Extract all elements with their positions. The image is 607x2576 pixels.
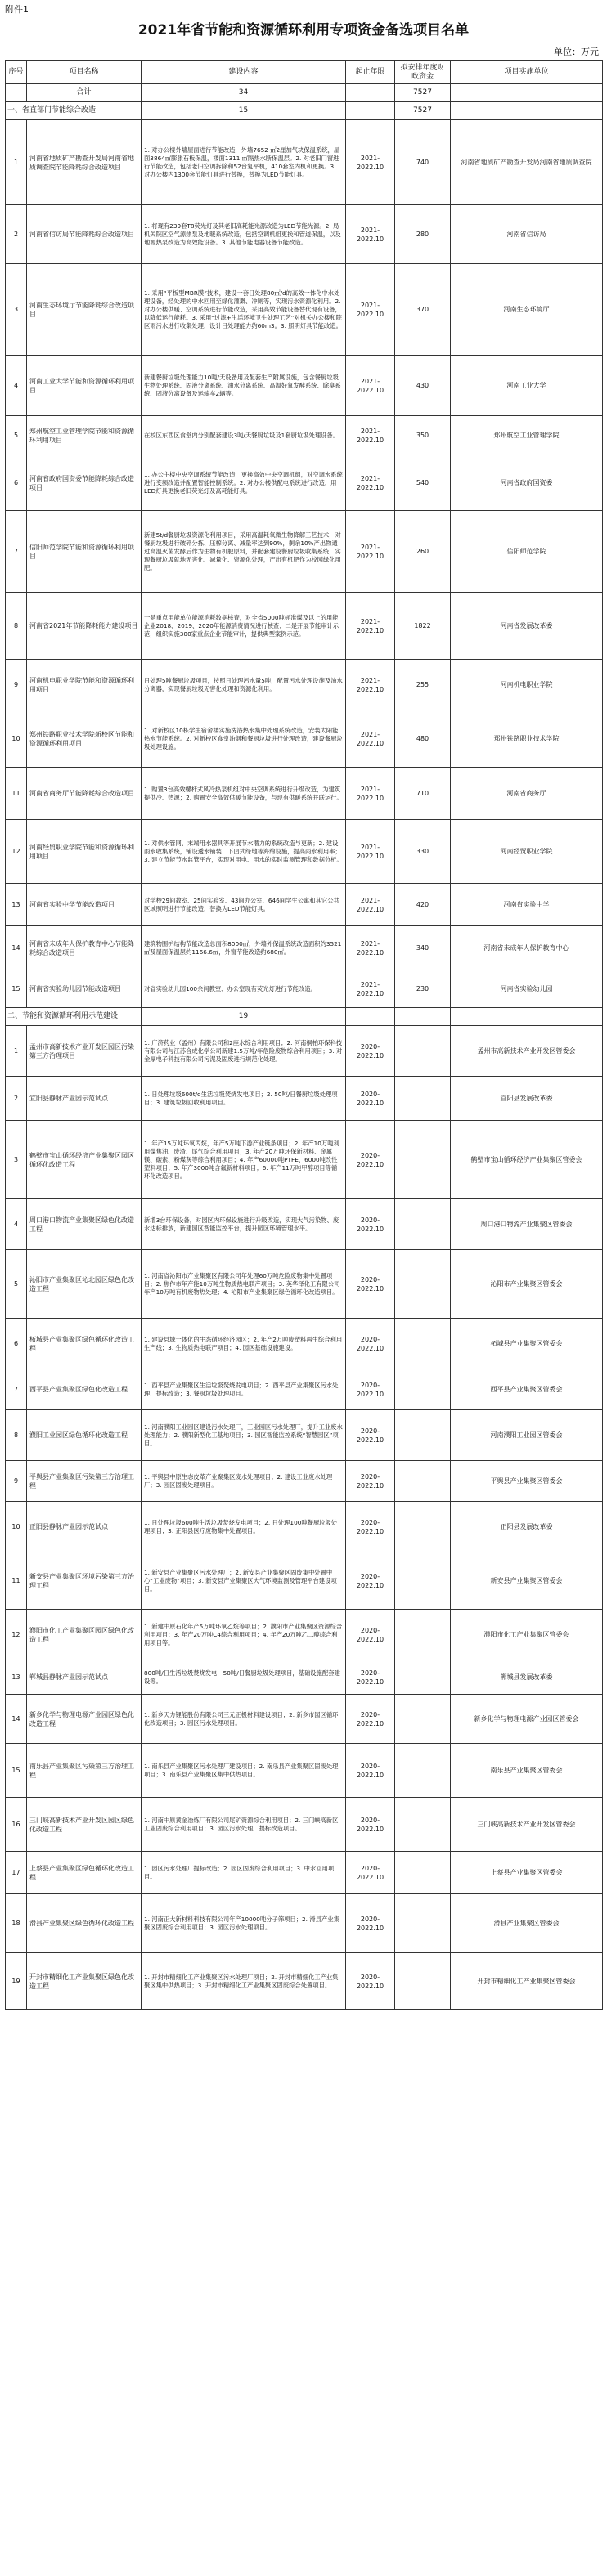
row-funds: [395, 1121, 451, 1199]
row-content: 1. 河南正大新材料科技有限公司年产10000吨分子筛项目；2. 滑县产业集聚区固废综合利用项目；3. 园区污水处理项目。: [142, 1894, 346, 1953]
row-content: 1. 对供水管网、末端用水器具等开展节水潜力的系统改造与更新；2. 建设雨水收集系统，铺设透水铺装、下凹式绿地等海绵设施，提高雨水利用率；3. 建立节能节水监管平台，实现对用电、用水的实时监测管理和数据分析。: [142, 820, 346, 884]
row-period: 2021-2022.10: [346, 768, 395, 820]
row-content: 1. 新乡天力锂能股份有限公司三元正极材料建设项目；2. 新乡市园区循环化改造项目；3. 园区污水处理项目。: [142, 1695, 346, 1744]
row-unit: 河南生态环境厅: [451, 264, 603, 356]
row-unit: 信阳师范学院: [451, 511, 603, 593]
row-content: 1. 河南省沁阳市产业集聚区有限公司年处理60万吨危险废物集中处置项目；2. 焦作市年产能10万吨生物质热电联产项目；3. 英华泽化工有限公司年产10万吨有机废物热处理；4. 沁阳市产业集聚区绿色循环化改造项目。: [142, 1250, 346, 1319]
row-funds: [395, 1250, 451, 1319]
row-funds: [395, 1660, 451, 1695]
table-row: [6, 1610, 603, 1660]
row-period: 2021-2022.10: [346, 416, 395, 455]
row-seq: 11: [6, 1552, 27, 1610]
row-seq: 3: [6, 264, 27, 356]
row-seq: 8: [6, 593, 27, 660]
section-funds: [395, 1008, 451, 1026]
row-content: 在校区东西区食堂内分别配套建设3吨/天餐厨垃圾及1套厨垃圾处理设备。: [142, 416, 346, 455]
row-content: 日处理5吨餐厨垃圾项目，按照日处理污水量5吨，配置污水处理设施及油水分离器，实现餐厨垃圾无害化处理和资源化利用。: [142, 660, 346, 710]
row-funds: 255: [395, 660, 451, 710]
row-project-name: 南乐县产业集聚区污染第三方治理工程: [27, 1744, 142, 1798]
row-unit: 河南省发展改革委: [451, 593, 603, 660]
row-content: 1. 购置3台高效螺杆式风冷热泵机组对中央空调系统进行升级改造，为建筑提供冷、热源；2. 购置安全高效供暖节能设备，与现有供暖系统并联运行。: [142, 768, 346, 820]
row-unit: 河南省地质矿产勘查开发局河南省地质调查院: [451, 120, 603, 205]
row-content: 1. 采用“平板型MBR膜”技术，建设一套日处理80㎡/d的高效一体化中水处理设备，经处理的中水回用至绿化灌溉、冲厕等，实现污水资源化利用。2. 对办公楼供暖、空调系统进行节能改造，采用高效节能设备替代现有设备，以降低运行能耗。3. 采用“过滤+生活环境卫生处理工艺”对机关办公楼和院区雨污水进行收集处理，设计日处理能力约60m3。3. 照明灯具节能改造。: [142, 264, 346, 356]
row-unit: 濮阳市化工产业集聚区管委会: [451, 1610, 603, 1660]
row-period: 2021-2022.10: [346, 970, 395, 1008]
header-period: 起止年限: [346, 61, 395, 84]
row-seq: 8: [6, 1410, 27, 1461]
row-seq: 9: [6, 1461, 27, 1502]
row-unit: 河南省政府国资委: [451, 455, 603, 511]
row-seq: 2: [6, 205, 27, 264]
row-unit: 郑州铁路职业技术学院: [451, 710, 603, 768]
table-row: [6, 926, 603, 970]
row-funds: 710: [395, 768, 451, 820]
table-row: [6, 1077, 603, 1121]
row-period: 2021-2022.10: [346, 120, 395, 205]
row-unit: 南乐县产业集聚区管委会: [451, 1744, 603, 1798]
row-funds: [395, 1798, 451, 1852]
row-period: 2020-2022.10: [346, 1026, 395, 1077]
header-funds: 拟安排年度财政资金: [395, 61, 451, 84]
table-row: [6, 120, 603, 205]
row-seq: 16: [6, 1798, 27, 1852]
row-content: 1. 河南濮阳工业园区建设污水处理厂，工业园区污水处理厂，提升工业废水处理能力；2. 濮阳新型化工基地项目；3. 园区智能监控系统“智慧园区”项目。: [142, 1410, 346, 1461]
row-seq: 10: [6, 710, 27, 768]
table-row: [6, 820, 603, 884]
row-unit: 开封市精细化工产业集聚区管委会: [451, 1953, 603, 2010]
table-row: [6, 710, 603, 768]
row-seq: 13: [6, 1660, 27, 1695]
unit-label: 单位：万元: [554, 47, 599, 57]
row-seq: 12: [6, 1610, 27, 1660]
row-period: 2020-2022.10: [346, 1502, 395, 1552]
row-seq: 1: [6, 120, 27, 205]
row-unit: 宜阳县发展改革委: [451, 1077, 603, 1121]
row-funds: [395, 1461, 451, 1502]
row-funds: [395, 1026, 451, 1077]
total-unit-cell: [451, 84, 603, 102]
row-unit: 周口港口物流产业集聚区管委会: [451, 1199, 603, 1250]
header-seq: 序号: [6, 61, 27, 84]
row-project-name: 河南机电职业学院节能和资源循环利用项目: [27, 660, 142, 710]
row-funds: [395, 1852, 451, 1894]
row-unit: 郸城县发展改革委: [451, 1660, 603, 1695]
section-unit-cell: [451, 102, 603, 120]
row-funds: [395, 1953, 451, 2010]
row-content: 新增3台环保设备，对园区内环保设施进行升级改造，实现大气污染物、废水达标排放，新建园区智能监控平台，提升园区环境管理水平。: [142, 1199, 346, 1250]
table-row: [6, 1852, 603, 1894]
row-content: 建筑物围护结构节能改造总面积8000㎡，外墙外保温系统改造面积约3521㎡及屋面保温层约1166.6㎡，外窗节能改造约680㎡。: [142, 926, 346, 970]
row-seq: 14: [6, 1695, 27, 1744]
row-unit: 河南经贸职业学院: [451, 820, 603, 884]
table-header-row: [6, 61, 603, 84]
row-seq: 11: [6, 768, 27, 820]
row-project-name: 河南生态环境厅节能降耗综合改造项目: [27, 264, 142, 356]
row-seq: 4: [6, 356, 27, 416]
row-period: 2021-2022.10: [346, 205, 395, 264]
row-funds: [395, 1610, 451, 1660]
row-period: 2020-2022.10: [346, 1695, 395, 1744]
total-label: 合计: [27, 84, 142, 102]
row-unit: 滑县产业集聚区管委会: [451, 1894, 603, 1953]
section-title: 二、节能和资源循环利用示范建设: [6, 1008, 142, 1026]
row-seq: 10: [6, 1502, 27, 1552]
table-row: [6, 1461, 603, 1502]
row-seq: 1: [6, 1026, 27, 1077]
header-unit: 项目实施单位: [451, 61, 603, 84]
row-seq: 15: [6, 1744, 27, 1798]
row-unit: 河南工业大学: [451, 356, 603, 416]
row-project-name: 正阳县静脉产业园示范试点: [27, 1502, 142, 1552]
row-funds: 1822: [395, 593, 451, 660]
row-content: 1. 西平县产业集聚区生活垃圾焚烧发电项目；2. 西平县产业集聚区污水处理厂提标改造；3. 餐厨垃圾处理项目。: [142, 1369, 346, 1410]
project-table: [5, 60, 603, 2010]
row-project-name: 开封市精细化工产业集聚区绿色化改造工程: [27, 1953, 142, 2010]
table-row: [6, 264, 603, 356]
table-row: [6, 970, 603, 1008]
row-project-name: 上蔡县产业集聚区绿色循环化改造工程: [27, 1852, 142, 1894]
row-period: 2020-2022.10: [346, 1610, 395, 1660]
row-project-name: 濮阳工业园区绿色循环化改造工程: [27, 1410, 142, 1461]
row-funds: 230: [395, 970, 451, 1008]
row-content: 800吨/日生活垃圾焚烧发电，50吨/日餐厨垃圾处理项目，基础设施配套建设等。: [142, 1660, 346, 1695]
section-period-cell: [346, 1008, 395, 1026]
row-project-name: 孟州市高新技术产业开发区园区污染第三方治理项目: [27, 1026, 142, 1077]
row-content: 新建餐厨垃圾处理能力10吨/天设备用及配套生产附属设施，包含餐厨垃圾生物处理系统、固液分离系统、油水分离系统、高温好氧发酵系统、除臭系统、固液分离设备及运输车2辆等。: [142, 356, 346, 416]
row-content: 1. 对新校区10栋学生宿舍楼实施洗浴热水集中处理系统改造，安装太阳能热水节能系统。2. 对新校区食堂油烟和餐厨垃圾进行处理改造，建设餐厨垃圾处理设施。: [142, 710, 346, 768]
row-period: 2020-2022.10: [346, 1319, 395, 1369]
header-name: 项目名称: [27, 61, 142, 84]
section-title: 一、省直部门节能综合改造: [6, 102, 142, 120]
row-project-name: 郑州铁路职业技术学院新校区节能和资源循环利用项目: [27, 710, 142, 768]
row-seq: 7: [6, 1369, 27, 1410]
row-funds: 370: [395, 264, 451, 356]
table-row: [6, 1199, 603, 1250]
table-row: [6, 1660, 603, 1695]
row-project-name: 河南工业大学节能和资源循环利用项目: [27, 356, 142, 416]
table-row: [6, 1410, 603, 1461]
row-period: 2020-2022.10: [346, 1410, 395, 1461]
row-funds: [395, 1369, 451, 1410]
table-row: [6, 1121, 603, 1199]
total-period-cell: [346, 84, 395, 102]
attachment-label: 附件1: [5, 4, 29, 15]
table-row: [6, 884, 603, 926]
row-project-name: 河南省实验中学节能改造项目: [27, 884, 142, 926]
row-project-name: 西平县产业集聚区绿色化改造工程: [27, 1369, 142, 1410]
row-unit: 河南省信访局: [451, 205, 603, 264]
row-content: 1. 新安县产业集聚区污水处理厂；2. 新安县产业集聚区固废集中处置中心“工业废物”项目；3. 新安县产业集聚区大气环境监测及管理平台建设项目。: [142, 1552, 346, 1610]
row-seq: 2: [6, 1077, 27, 1121]
row-unit: 河南省实验中学: [451, 884, 603, 926]
row-seq: 17: [6, 1852, 27, 1894]
row-period: 2021-2022.10: [346, 356, 395, 416]
row-project-name: 平舆县产业集聚区污染第三方治理工程: [27, 1461, 142, 1502]
row-project-name: 新乡化学与物理电源产业园区绿色化改造工程: [27, 1695, 142, 1744]
row-content: 1. 对办公楼外墙屋面进行节能改造，外墙7652 ㎡2厘加气块保温系统，屋面3864㎡膨胀石板保温，楼面1311 ㎡隔热水断保温层。2. 对老旧门窗进行节能改造，包括老旧空调拆除和52台复平机，410套室内机和更换。3. 对办公楼内1300套节能灯具进行替换，替换为LED节能灯具。: [142, 120, 346, 205]
row-content: 1. 广济药业（孟州）有限公司和2座水综合利用项目；2. 河南桐柏环保科技有限公司与江苏合成化学公司新建1.5万吨/年危险废物综合利用项目；3. 对金厚电子科技有限公司污泥及固废进行规范化处理。: [142, 1026, 346, 1077]
row-funds: [395, 1552, 451, 1610]
table-row: [6, 1744, 603, 1798]
row-content: 一是重点用能单位能源消耗数据核查，对全省5000吨标准煤及以上的用能企业2018、2019、2020年能源消费情况进行核查；二是开展节能审计示范，组织实施300家重点企业节能审计，提供典型案例示范。: [142, 593, 346, 660]
row-project-name: 新安县产业集聚区环境污染第三方治理工程: [27, 1552, 142, 1610]
row-period: 2021-2022.10: [346, 264, 395, 356]
row-content: 1. 日处理垃圾600吨生活垃圾焚烧发电项目；2. 日处理100吨餐厨垃圾处理项目；3. 正阳县医疗废物集中处置项目。: [142, 1502, 346, 1552]
table-row: [6, 1695, 603, 1744]
row-period: 2021-2022.10: [346, 593, 395, 660]
row-project-name: 滑县产业集聚区绿色循环化改造工程: [27, 1894, 142, 1953]
row-seq: 3: [6, 1121, 27, 1199]
row-funds: 420: [395, 884, 451, 926]
row-unit: 河南省实验幼儿园: [451, 970, 603, 1008]
row-period: 2020-2022.10: [346, 1121, 395, 1199]
row-seq: 19: [6, 1953, 27, 2010]
row-unit: 郑州航空工业管理学院: [451, 416, 603, 455]
row-unit: 孟州市高新技术产业开发区管委会: [451, 1026, 603, 1077]
row-funds: 740: [395, 120, 451, 205]
row-funds: [395, 1894, 451, 1953]
row-content: 1. 建设县域一体化的生态循环经济园区；2. 年产2万吨废塑料再生综合利用生产线；3. 生物质热电联产项目；4. 园区基础设施建设。: [142, 1319, 346, 1369]
row-project-name: 柘城县产业集聚区绿色循环化改造工程: [27, 1319, 142, 1369]
total-funds: 7527: [395, 84, 451, 102]
row-funds: 430: [395, 356, 451, 416]
table-row: [6, 660, 603, 710]
row-seq: 6: [6, 455, 27, 511]
row-project-name: 河南省地质矿产勘查开发局河南省地质调查院节能降耗综合改造项目: [27, 120, 142, 205]
row-period: 2020-2022.10: [346, 1852, 395, 1894]
row-period: 2020-2022.10: [346, 1894, 395, 1953]
row-funds: [395, 1319, 451, 1369]
row-funds: 280: [395, 205, 451, 264]
row-content: 1. 开封市精细化工产业集聚区污水处理厂项目；2. 开封市精细化工产业集聚区集中供热项目；3. 开封市精细化工产业集聚区固废综合处置项目。: [142, 1953, 346, 2010]
row-funds: 260: [395, 511, 451, 593]
row-period: 2020-2022.10: [346, 1250, 395, 1319]
total-seq-cell: [6, 84, 27, 102]
row-seq: 5: [6, 1250, 27, 1319]
row-period: 2021-2022.10: [346, 710, 395, 768]
table-row: [6, 1894, 603, 1953]
table-row: [6, 1502, 603, 1552]
table-row: [6, 1026, 603, 1077]
section-unit-cell: [451, 1008, 603, 1026]
row-project-name: 濮阳市化工产业集聚区园区绿色化改造工程: [27, 1610, 142, 1660]
row-project-name: 河南省政府国资委节能降耗综合改造项目: [27, 455, 142, 511]
row-content: 1. 河南中原黄金冶炼厂有限公司尾矿资源综合利用项目；2. 三门峡高新区工业固废综合利用项目；3. 园区污水处理厂提标改造项目。: [142, 1798, 346, 1852]
row-content: 对学校29间教室、25间实验室、43间办公室、646间学生公寓和其它公共区域照明进行节能改造，替换为LED节能灯具。: [142, 884, 346, 926]
row-unit: 上蔡县产业集聚区管委会: [451, 1852, 603, 1894]
row-project-name: 周口港口物流产业集聚区绿色化改造工程: [27, 1199, 142, 1250]
row-content: 1. 新建中原石化年产5万吨环氧乙烷等项目；2. 濮阳市产业集聚区资源综合利用项目；3. 年产20万吨C4综合利用项目；4. 年产20万吨乙二醇综合利用项目等。: [142, 1610, 346, 1660]
row-period: 2020-2022.10: [346, 1199, 395, 1250]
row-funds: [395, 1077, 451, 1121]
row-period: 2021-2022.10: [346, 884, 395, 926]
row-seq: 6: [6, 1319, 27, 1369]
row-period: 2020-2022.10: [346, 1461, 395, 1502]
row-period: 2020-2022.10: [346, 1369, 395, 1410]
row-funds: [395, 1695, 451, 1744]
row-period: 2020-2022.10: [346, 1077, 395, 1121]
row-period: 2020-2022.10: [346, 1552, 395, 1610]
row-content: 1. 将现有239套T8荧光灯及其老旧高耗能光源改造为LED节能光源。2. 局机关院区空气源热泵及地暖系统改造，包括空调机组更换和管道保温，以及地源热泵改造为高效能设备。3. 其他节能电器设备节能改造。: [142, 205, 346, 264]
table-row: [6, 1798, 603, 1852]
row-funds: [395, 1744, 451, 1798]
row-content: 1. 年产15万吨环氧丙烷，年产5万吨下游产业链条项目；2. 年产10万吨利用煤焦油、废渣、尾气综合利用项目；3. 年产20万吨环保新材料、金属镁、碳素、粉煤灰等综合利用项目；4. 年产60000吨PTFE、6000吨改性塑料项目；5. 年产3000吨含氟新材料项目；6. 年产11万吨甲醇项目等循环化改造项目。: [142, 1121, 346, 1199]
row-period: 2021-2022.10: [346, 926, 395, 970]
table-row: [6, 511, 603, 593]
row-unit: 河南省未成年人保护教育中心: [451, 926, 603, 970]
row-period: 2020-2022.10: [346, 1798, 395, 1852]
row-seq: 14: [6, 926, 27, 970]
row-content: 1. 平舆县中原生态皮革产业聚集区废水处理项目；2. 建设工业废水处理厂；3. 园区固废处理项目。: [142, 1461, 346, 1502]
section-count: 15: [142, 102, 346, 120]
row-funds: 540: [395, 455, 451, 511]
total-count: 34: [142, 84, 346, 102]
row-unit: 沁阳市产业集聚区管委会: [451, 1250, 603, 1319]
row-content: 1. 园区污水处理厂提标改造；2. 园区固废综合利用项目；3. 中水回用项目。: [142, 1852, 346, 1894]
row-project-name: 鹤壁市宝山循环经济产业集聚区园区循环化改造工程: [27, 1121, 142, 1199]
row-funds: 330: [395, 820, 451, 884]
table-row: [6, 1369, 603, 1410]
table-row: [6, 1250, 603, 1319]
row-content: 1. 办公主楼中央空调系统节能改造，更换高效中央空调机组，对空调水系统进行变频改造并配置智能控制系统。2. 对办公楼供配电系统进行改造，用LED灯具更换老旧荧光灯及高耗能灯具。: [142, 455, 346, 511]
row-period: 2021-2022.10: [346, 820, 395, 884]
row-project-name: 沁阳市产业集聚区沁北园区绿色化改造工程: [27, 1250, 142, 1319]
row-project-name: 河南省实验幼儿园节能改造项目: [27, 970, 142, 1008]
section-row: [6, 102, 603, 120]
row-seq: 13: [6, 884, 27, 926]
row-project-name: 三门峡高新技术产业开发区园区绿色化改造工程: [27, 1798, 142, 1852]
row-funds: 350: [395, 416, 451, 455]
row-content: 对省实验幼儿园100余间教室、办公室现有荧光灯进行节能改造。: [142, 970, 346, 1008]
section-period-cell: [346, 102, 395, 120]
section-count: 19: [142, 1008, 346, 1026]
row-period: 2020-2022.10: [346, 1744, 395, 1798]
table-row: [6, 416, 603, 455]
row-period: 2021-2022.10: [346, 660, 395, 710]
row-funds: [395, 1410, 451, 1461]
row-project-name: 河南省未成年人保护教育中心节能降耗综合改造项目: [27, 926, 142, 970]
table-row: [6, 205, 603, 264]
row-unit: 河南省商务厅: [451, 768, 603, 820]
row-seq: 9: [6, 660, 27, 710]
document-title: 2021年省节能和资源循环利用专项资金备选项目名单: [137, 22, 470, 38]
row-unit: 新安县产业集聚区管委会: [451, 1552, 603, 1610]
row-seq: 12: [6, 820, 27, 884]
row-period: 2020-2022.10: [346, 1660, 395, 1695]
row-seq: 5: [6, 416, 27, 455]
row-project-name: 信阳师范学院节能和资源循环利用项目: [27, 511, 142, 593]
section-funds: 7527: [395, 102, 451, 120]
row-content: 新建5t/d餐厨垃圾资源化利用项目，采用高温耗氧微生物降解工艺技术，对餐厨垃圾进行破碎分拣、压榨分离、减量率达到90%，剩余10%产出物通过高温灭菌发酵后作为生物有机肥原料，并配套建设餐厨垃圾收集系统，实现餐厨垃圾就地无害化、减量化、资源化处理，产出有机肥作为校园绿化用肥。: [142, 511, 346, 593]
row-period: 2020-2022.10: [346, 1953, 395, 2010]
row-period: 2021-2022.10: [346, 511, 395, 593]
row-unit: 河南机电职业学院: [451, 660, 603, 710]
row-seq: 4: [6, 1199, 27, 1250]
row-unit: 新乡化学与物理电源产业园区管委会: [451, 1695, 603, 1744]
row-unit: 河南濮阳工业园区管委会: [451, 1410, 603, 1461]
table-row: [6, 593, 603, 660]
row-unit: 柘城县产业集聚区管委会: [451, 1319, 603, 1369]
table-row: [6, 1319, 603, 1369]
row-project-name: 河南省2021年节能降耗能力建设项目: [27, 593, 142, 660]
row-seq: 15: [6, 970, 27, 1008]
row-project-name: 宜阳县静脉产业园示范试点: [27, 1077, 142, 1121]
row-unit: 西平县产业集聚区管委会: [451, 1369, 603, 1410]
row-funds: 340: [395, 926, 451, 970]
section-row: [6, 1008, 603, 1026]
header-content: 建设内容: [142, 61, 346, 84]
table-row: [6, 1953, 603, 2010]
row-funds: [395, 1199, 451, 1250]
table-row: [6, 1552, 603, 1610]
row-unit: 平舆县产业集聚区管委会: [451, 1461, 603, 1502]
row-seq: 18: [6, 1894, 27, 1953]
row-project-name: 郸城县静脉产业园示范试点: [27, 1660, 142, 1695]
row-unit: 鹤壁市宝山循环经济产业集聚区管委会: [451, 1121, 603, 1199]
row-period: 2021-2022.10: [346, 455, 395, 511]
row-unit: 三门峡高新技术产业开发区管委会: [451, 1798, 603, 1852]
table-row: [6, 455, 603, 511]
table-row: [6, 356, 603, 416]
row-content: 1. 南乐县产业集聚区污水处理厂建设项目；2. 南乐县产业集聚区固废处理项目；3. 南乐县产业集聚区集中供热项目。: [142, 1744, 346, 1798]
row-project-name: 河南经贸职业学院节能和资源循环利用项目: [27, 820, 142, 884]
total-row: [6, 84, 603, 102]
row-funds: 480: [395, 710, 451, 768]
row-content: 1. 日处理垃圾600t/d生活垃圾焚烧发电项目；2. 50吨/日餐厨垃圾处理项目；3. 建筑垃圾回收利用项目。: [142, 1077, 346, 1121]
row-project-name: 河南省信访局节能降耗综合改造项目: [27, 205, 142, 264]
row-funds: [395, 1502, 451, 1552]
row-project-name: 河南省商务厅节能降耗综合改造项目: [27, 768, 142, 820]
table-row: [6, 768, 603, 820]
row-project-name: 郑州航空工业管理学院节能和资源循环利用项目: [27, 416, 142, 455]
row-unit: 正阳县发展改革委: [451, 1502, 603, 1552]
row-seq: 7: [6, 511, 27, 593]
